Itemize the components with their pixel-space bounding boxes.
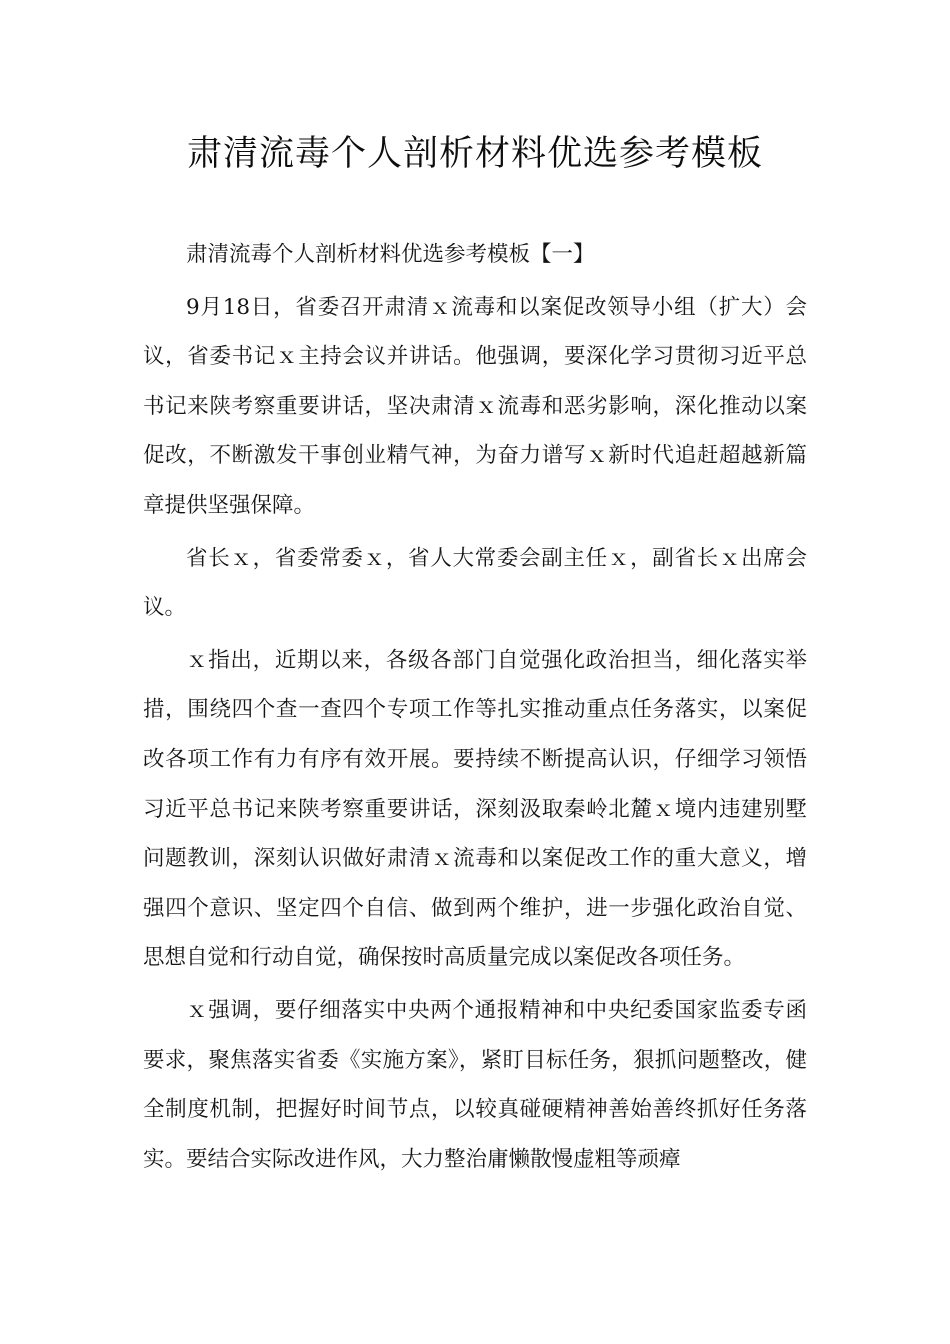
document-body [143, 230, 807, 1187]
document-title: 肃清流毒个人剖析材料优选参考模板 [186, 134, 763, 174]
paragraph: 省长ｘ，省委常委ｘ，省人大常委会副主任ｘ，副省长ｘ出席会议。 [143, 545, 807, 621]
paragraph: 9月18日，省委召开肃清ｘ流毒和以案促改领导小组（扩大）会议，省委书记ｘ主持会议并讲话。他强调，要深化学习贯彻习近平总书记来陕考察重要讲话，坚决肃清ｘ流毒和恶劣影响，深化推动以案促改，不断激发干事创业精气神，为奋力谱写ｘ新时代追赶超越新篇章提供坚强保障。 [143, 294, 807, 518]
paragraph: ｘ强调，要仔细落实中央两个通报精神和中央纪委国家监委专函要求，聚焦落实省委《实施方案》，紧盯目标任务，狠抓问题整改，健全制度机制，把握好时间节点，以较真碰硬精神善始善终抓好任务落实。要结合实际改进作风，大力整治庸懒散慢虚粗等顽瘴 [143, 997, 807, 1172]
paragraph: ｘ指出，近期以来，各级各部门自觉强化政治担当，细化落实举措，围绕四个查一查四个专项工作等扎实推动重点任务落实，以案促改各项工作有力有序有效开展。要持续不断提高认识，仔细学习领悟习近平总书记来陕考察重要讲话，深刻汲取秦岭北麓ｘ境内违建别墅问题教训，深刻认识做好肃清ｘ流毒和以案促改工作的重大意义，增强四个意识、坚定四个自信、做到两个维护，进一步强化政治自觉、思想自觉和行动自觉，确保按时高质量完成以案促改各项任务。 [143, 647, 807, 971]
paragraph-section-heading: 肃清流毒个人剖析材料优选参考模板【一】 [186, 242, 595, 267]
